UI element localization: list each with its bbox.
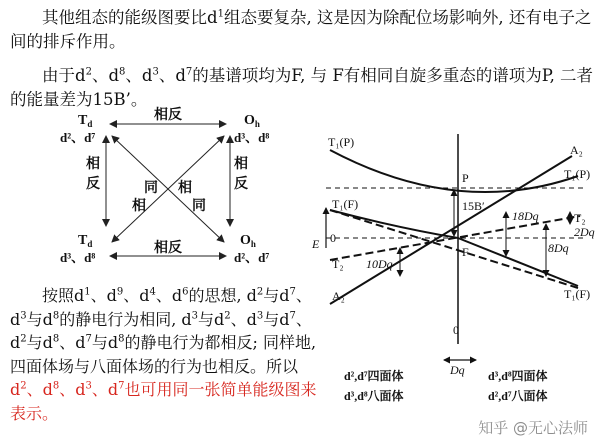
bottom-edge-label: 相反 <box>154 241 182 256</box>
paragraph-correspondence: 按照$d^1$、$d^9$、$d^4$、$d^6$的思想, $d^2$与$d^7$、$d^3$与$d^8$的静电行为相同, $d^3$与$d^2$、$d^3$与$d^7$、$d^2$与$d^8$、$d^7$与$d^8$的静电行为都相反; 同样地, 四面体场与八面体场的行为也相反。所以$d^2$、$d^8$、$d^3$、$d^7$也可用同一张简单能级图来表示。 <box>10 286 317 423</box>
center-right-label-2: 同 <box>192 199 206 214</box>
label-t2-left: T₂ <box>332 257 344 271</box>
correspondence-square-diagram <box>50 106 310 276</box>
corner-bl-config: d³、d⁸ <box>60 250 96 265</box>
bottom-left-label-1: d²,d⁷四面体 <box>344 369 404 383</box>
paragraph-ground-term: 由于$d^2$、$d^8$、$d^3$、$d^7$的基谱项均为F, 与 F有相同自旋多重态的谱项为P, 二者的能量差为15B’。 <box>10 66 594 109</box>
bottom-right-label-2: d²,d⁷八面体 <box>488 389 548 403</box>
label-zero-x: 0 <box>453 323 459 337</box>
right-edge-label-1: 相 <box>234 157 248 172</box>
highlight-conclusion: $d^2$、$d^8$、$d^3$、$d^7$也可用同一张简单能级图来表示。 <box>10 380 317 423</box>
label-energy-axis: E <box>312 237 320 251</box>
center-right-label-1: 相 <box>178 181 192 196</box>
top-edge-label: 相反 <box>154 108 182 123</box>
t1p-curve <box>330 150 578 192</box>
label-8dq: 8Dq <box>548 241 569 255</box>
corner-tr-symbol: $O_h$ <box>244 113 260 129</box>
label-a2-left: A₂ <box>332 289 345 303</box>
a2-line <box>330 156 572 304</box>
label-2dq: 2Dq <box>574 225 595 239</box>
label-18dq: 18Dq <box>512 209 539 223</box>
label-p: P <box>462 171 469 185</box>
label-t1f-left: T₁(F) <box>332 197 359 211</box>
label-dq-axis: Dq <box>450 363 465 377</box>
left-edge-label-2: 反 <box>86 177 100 192</box>
right-edge-label-2: 反 <box>234 177 248 192</box>
label-t2-right: T₂ <box>574 211 586 225</box>
label-zero-y: 0 <box>330 231 336 245</box>
energy-level-diagram <box>308 128 600 420</box>
label-t1p-left: T₁(P) <box>328 135 355 149</box>
label-15b: 15B′ <box>462 199 485 213</box>
label-f: F <box>462 245 469 259</box>
corner-tl-config: d²、d⁷ <box>60 130 96 145</box>
center-left-label-2: 相 <box>132 199 146 214</box>
label-a2-right: A₂ <box>570 143 583 157</box>
corner-br-config: d²、d⁷ <box>234 250 270 265</box>
label-t1f-right: T₁(F) <box>564 287 591 301</box>
paragraph-intro: 其他组态的能级图要比$d^1$组态要复杂, 这是因为除配位场影响外, 还有电子之间的排斥作用。 <box>10 8 592 51</box>
t1f-left-curve <box>330 210 458 238</box>
label-10dq: 10Dq <box>366 257 393 271</box>
corner-br-symbol: $O_h$ <box>240 233 256 249</box>
center-left-label-1: 同 <box>144 181 158 196</box>
label-t1p-right: T₁(P) <box>564 167 591 181</box>
bottom-right-label-1: d³,d⁸四面体 <box>488 369 548 383</box>
zhihu-watermark: 知乎 @无心法师 <box>478 419 588 437</box>
corner-tl-symbol: $T_d$ <box>78 113 93 129</box>
bottom-left-label-2: d³,d⁸八面体 <box>344 389 404 403</box>
left-edge-label-1: 相 <box>86 157 100 172</box>
corner-bl-symbol: $T_d$ <box>78 233 93 249</box>
corner-tr-config: d³、d⁸ <box>234 130 270 145</box>
